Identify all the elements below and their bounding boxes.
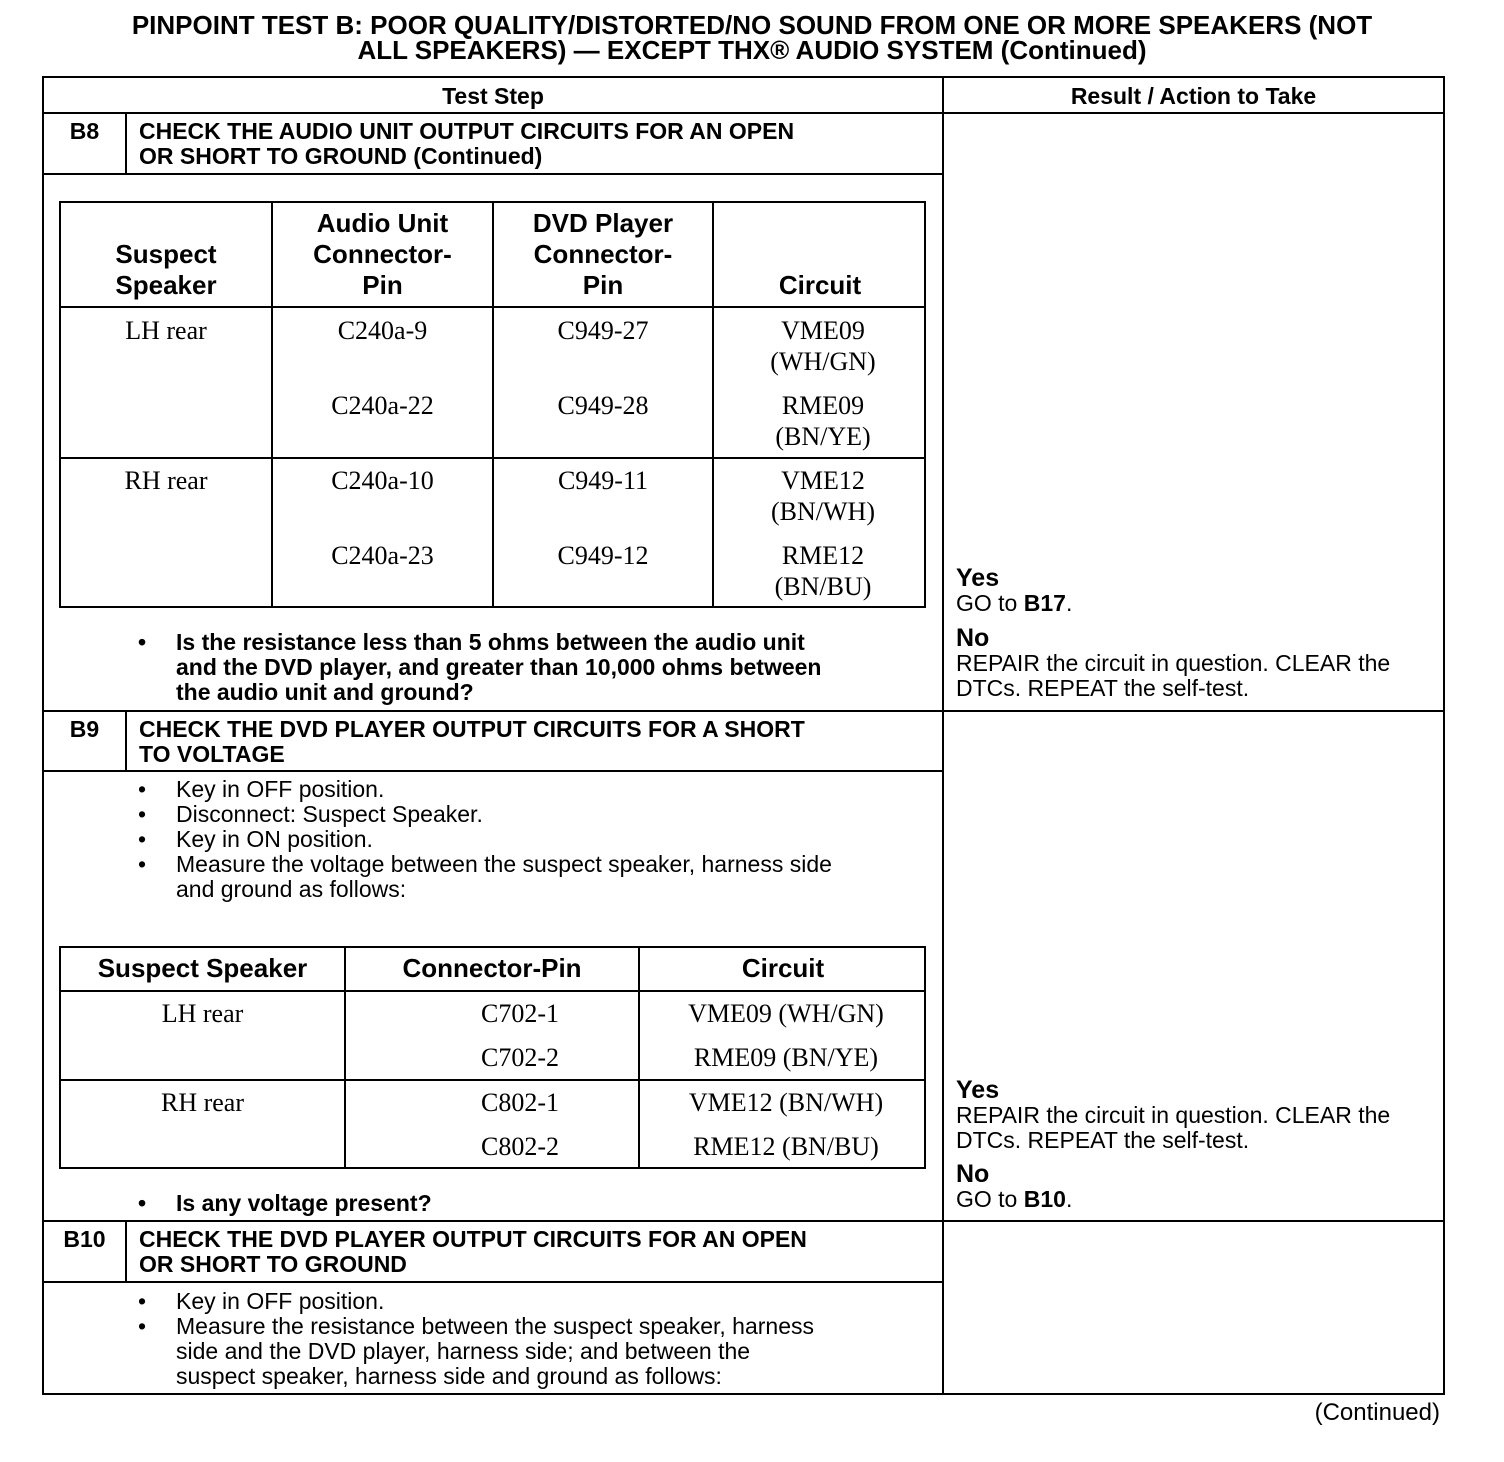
- table-cell: C949-11: [557, 466, 649, 495]
- test-step-header: Test Step: [442, 83, 544, 109]
- circuit-code: VME12: [781, 466, 865, 495]
- table-cell: VME09 (WH/GN): [688, 999, 884, 1028]
- b9-top-divider: [42, 710, 1445, 712]
- header-line: Speaker: [115, 270, 217, 300]
- b10-step-title-line-1: CHECK THE DVD PLAYER OUTPUT CIRCUITS FOR AN OPEN: [139, 1226, 807, 1252]
- b9-step-title-line-1: CHECK THE DVD PLAYER OUTPUT CIRCUITS FOR A SHORT: [139, 716, 805, 742]
- bullet-icon: •: [138, 776, 147, 802]
- step-text: Disconnect: Suspect Speaker.: [176, 801, 483, 827]
- b10-top-divider: [42, 1220, 1445, 1222]
- b10-id-divider: [125, 1220, 127, 1282]
- b8-header-line: [59, 306, 926, 308]
- bullet-icon: •: [138, 629, 147, 655]
- circuit-code: RME09: [781, 391, 865, 420]
- step-text: Key in ON position.: [176, 826, 373, 852]
- step-text: Measure the resistance between the suspect speaker, harness side and the DVD player, harness side; and between the suspect speaker, harness side and ground as follows:: [176, 1313, 814, 1389]
- page-title: [0, 10, 1504, 65]
- table-cell: LH rear: [125, 316, 207, 345]
- table-cell: RH rear: [124, 466, 208, 495]
- header-divider: [42, 112, 1445, 114]
- table-cell: C802-2: [481, 1132, 559, 1161]
- yes-action: [956, 591, 1442, 616]
- b9-col-pin-header: Connector-Pin: [402, 953, 582, 983]
- table-cell: C240a-10: [331, 466, 434, 495]
- yes-label: Yes: [956, 1076, 1000, 1104]
- bullet-icon: •: [138, 801, 147, 827]
- bullet-icon: •: [138, 826, 147, 852]
- action-text: .: [1065, 590, 1073, 616]
- table-cell: C802-1: [481, 1088, 559, 1117]
- no-action: [956, 1187, 1442, 1212]
- page-title-line-1: PINPOINT TEST B: POOR QUALITY/DISTORTED/NO SOUND FROM ONE OR MORE SPEAKERS (NOT: [131, 10, 1373, 40]
- table-cell: RME12 (BN/BU): [693, 1132, 879, 1161]
- step-text: Key in OFF position.: [176, 776, 385, 802]
- table-cell: C702-1: [481, 999, 559, 1028]
- action-text: GO to: [956, 590, 1024, 616]
- header-line: Connector-: [533, 239, 673, 269]
- header-line: Pin: [362, 270, 403, 300]
- circuit-color: (BN/BU): [774, 572, 872, 601]
- step-text: Measure the voltage between the suspect speaker, harness side and ground as follows:: [176, 851, 832, 902]
- b9-col-circuit-header: Circuit: [741, 953, 825, 983]
- step-text: Key in OFF position.: [176, 1288, 385, 1314]
- circuit-code: VME09: [781, 316, 865, 345]
- table-cell: C240a-9: [337, 316, 428, 345]
- table-cell: C240a-22: [331, 391, 434, 420]
- table-cell: LH rear: [161, 999, 244, 1028]
- b9-step-id: B9: [69, 716, 100, 742]
- b8-id-divider: [125, 112, 127, 174]
- circuit-color: (WH/GN): [770, 347, 876, 376]
- page-title-line-2: ALL SPEAKERS) — EXCEPT THX® AUDIO SYSTEM (Continued): [357, 35, 1147, 65]
- circuit-code: RME12: [781, 541, 865, 570]
- b9-title-divider: [42, 770, 944, 772]
- yes-label: Yes: [956, 564, 1000, 592]
- step-reference: B10: [1023, 1186, 1066, 1212]
- result-header: Result / Action to Take: [1070, 83, 1317, 109]
- b8-step-title-line-1: CHECK THE AUDIO UNIT OUTPUT CIRCUITS FOR AN OPEN: [139, 118, 795, 144]
- column-divider: [942, 76, 944, 1395]
- circuit-color: (BN/YE): [775, 422, 871, 451]
- table-cell: RH rear: [160, 1088, 244, 1117]
- b8-group-line: [59, 457, 926, 459]
- circuit-color: (BN/WH): [771, 497, 875, 526]
- b8-col-audio-header: [273, 208, 492, 301]
- table-cell: RME09 (BN/YE): [693, 1043, 879, 1072]
- b8-result: [956, 566, 1442, 701]
- b9-step-title-line-2: TO VOLTAGE: [139, 741, 285, 767]
- step-reference: B17: [1023, 590, 1066, 616]
- no-action: REPAIR the circuit in question. CLEAR the DTCs. REPEAT the self-test.: [956, 650, 1391, 701]
- b8-step-title-line-2: OR SHORT TO GROUND (Continued): [139, 143, 543, 169]
- table-cell: VME12 (BN/WH): [688, 1088, 884, 1117]
- table-cell: C949-28: [557, 391, 649, 420]
- b8-col-speaker-header: [61, 239, 271, 301]
- header-line: Connector-: [313, 239, 452, 269]
- table-cell: [714, 390, 932, 452]
- question-text: Is the resistance less than 5 ohms between the audio unit and the DVD player, and greater than 10,000 ohms between the audio unit and ground?: [176, 629, 822, 705]
- b8-col-circuit-header: Circuit: [778, 270, 862, 300]
- no-label: No: [956, 1160, 990, 1188]
- header-line: Suspect: [115, 239, 217, 269]
- yes-action: REPAIR the circuit in question. CLEAR the DTCs. REPEAT the self-test.: [956, 1102, 1391, 1153]
- b9-group-line: [59, 1079, 926, 1081]
- table-cell: C949-12: [557, 541, 649, 570]
- header-line: Audio Unit: [316, 208, 449, 238]
- b10-title-divider: [42, 1281, 944, 1283]
- action-text: GO to: [956, 1186, 1024, 1212]
- b9-col-speaker-header: Suspect Speaker: [97, 953, 308, 983]
- continued-note: (Continued): [1314, 1399, 1440, 1426]
- action-text: .: [1065, 1186, 1073, 1212]
- b9-header-line: [59, 990, 926, 992]
- bullet-icon: •: [138, 1288, 147, 1314]
- table-cell: C949-27: [557, 316, 649, 345]
- header-line: Pin: [582, 270, 624, 300]
- b10-step-title-line-2: OR SHORT TO GROUND: [139, 1251, 407, 1277]
- table-cell: C702-2: [481, 1043, 559, 1072]
- table-cell: [714, 315, 932, 377]
- question-text: Is any voltage present?: [176, 1190, 432, 1216]
- table-cell: [714, 540, 932, 602]
- header-line: DVD Player: [532, 208, 674, 238]
- b8-col-dvd-header: [494, 208, 712, 301]
- bullet-icon: •: [138, 1190, 147, 1216]
- b10-step-id: B10: [63, 1226, 106, 1252]
- table-cell: [714, 465, 932, 527]
- b9-id-divider: [125, 710, 127, 772]
- table-cell: C240a-23: [331, 541, 434, 570]
- bullet-icon: •: [138, 1313, 147, 1339]
- b9-result: [956, 1078, 1442, 1212]
- b8-step-id: B8: [69, 118, 100, 144]
- bullet-icon: •: [138, 851, 147, 877]
- no-label: No: [956, 624, 990, 652]
- b8-title-divider: [42, 173, 944, 175]
